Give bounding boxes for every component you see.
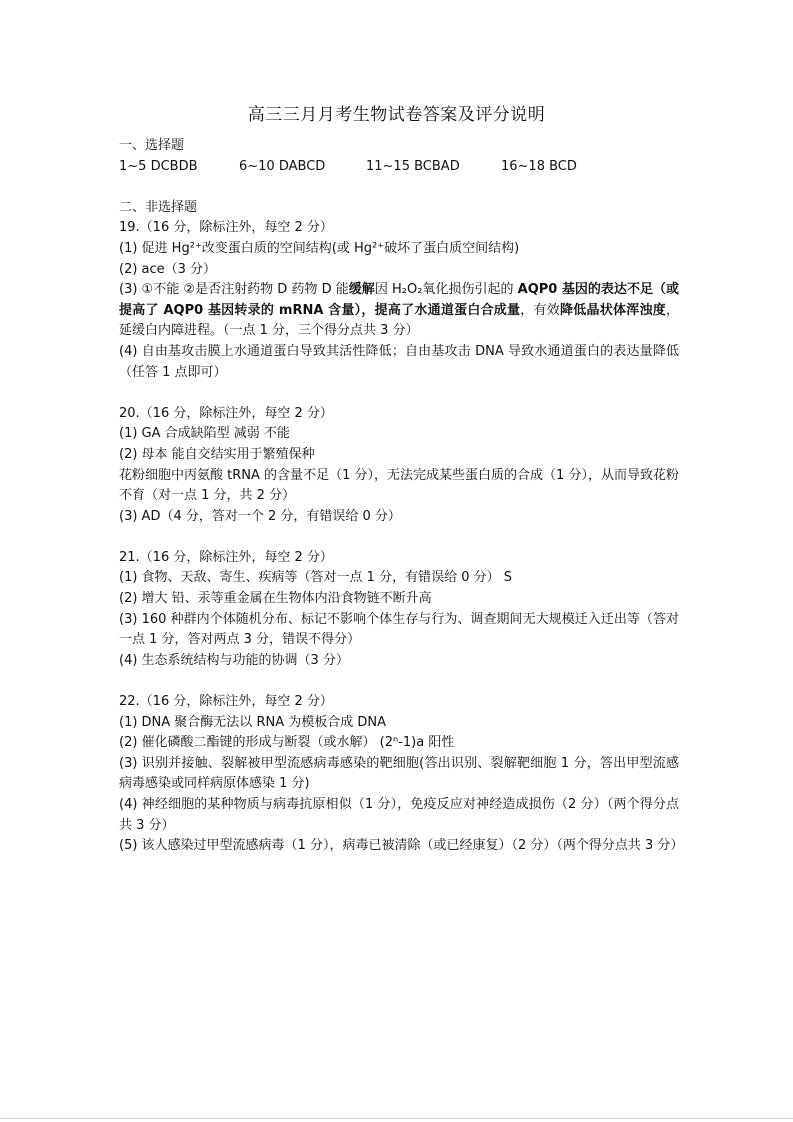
mcq-answers-6-10: 6~10 DABCD	[239, 158, 326, 174]
q22-part5: (5) 该人感染过甲型流感病毒（1 分），病毒已被清除（或已经康复）（2 分）（两个得分点共 3 分）	[119, 838, 684, 854]
q19-part4: (4) 自由基攻击膜上水通道蛋白导致其活性降低；自由基攻击 DNA 导致水通道蛋白的表达量降低（任答 1 点即可）	[119, 343, 679, 380]
q22-part2: (2) 催化磷酸二酯键的形成与断裂（或水解） (2ⁿ-1)a 阳性	[119, 735, 455, 751]
q19-part1: (1) 促进 Hg²⁺改变蛋白质的空间结构(或 Hg²⁺破坏了蛋白质空间结构)	[119, 240, 520, 256]
q19-header: 19.（16 分，除标注外，每空 2 分）	[119, 220, 333, 236]
q22-part1: (1) DNA 聚合酶无法以 RNA 为模板合成 DNA	[119, 714, 386, 730]
q19-part3	[119, 280, 679, 342]
q21-part4: (4) 生态系统结构与功能的协调（3 分）	[119, 652, 349, 668]
mcq-answers-16-18: 16~18 BCD	[501, 158, 577, 174]
q22-part4: (4) 神经细胞的某种物质与病毒抗原相似（1 分），免疫反应对神经造成损伤（2 分）（两个得分点共 3 分）	[119, 797, 679, 833]
q19-part2: (2) ace（3 分）	[119, 261, 217, 277]
mcq-answer-row	[119, 157, 679, 178]
q20-part1: (1) GA 合成缺陷型 减弱 不能	[119, 426, 290, 442]
q19-part3-g: ，延缓白内障进程。（一点 1 分，三个得分点共 3 分）	[119, 302, 679, 339]
q20-part2-explanation: 花粉细胞中丙氨酸 tRNA 的含量不足（1 分），无法完成某些蛋白质的合成（1 分），从而导致花粉不育（对一点 1 分，共 2 分）	[119, 467, 679, 504]
page-bottom-rule	[0, 1118, 793, 1119]
q19-part3-b: 缓解	[348, 282, 375, 298]
q20-part2: (2) 母本 能自交结实用于繁殖保种	[119, 446, 315, 462]
q19-part3-c: 因 H₂O₂氧化损伤引起的	[374, 282, 518, 298]
section-heading-mcq: 一、选择题	[119, 138, 185, 153]
q21-part3: (3) 160 种群内个体随机分布、标记不影响个体生存与行为、调查期间无大规模迁入迁出等（答对一点 1 分，答对两点 3 分，错误不得分）	[119, 611, 679, 648]
q22-part3: (3) 识别并接触、裂解被甲型流感病毒感染的靶细胞(答出识别、裂解靶细胞 1 分，答出甲型流感病毒感染或同样病原体感染 1 分)	[119, 755, 679, 792]
q20-part3: (3) AD（4 分，答对一个 2 分，有错误给 0 分）	[119, 508, 401, 524]
q21-part2: (2) 增大 铅、汞等重金属在生物体内沿食物链不断升高	[119, 591, 432, 607]
q19-part3-d: AQP0 基因的表达不足（或提高了 AQP0 基因转录的 mRNA 含量），提高了水通道蛋白合成量	[119, 282, 679, 318]
section-heading-nonmcq: 二、非选择题	[119, 199, 198, 215]
q21-header: 21.（16 分，除标注外，每空 2 分）	[119, 549, 333, 565]
q19-part3-f: 降低晶状体浑浊度	[560, 302, 666, 318]
q20-header: 20.（16 分，除标注外，每空 2 分）	[119, 405, 333, 421]
q22-header: 22.（16 分，除标注外，每空 2 分）	[119, 694, 333, 710]
mcq-answers-11-15: 11~15 BCBAD	[366, 158, 460, 174]
q21-part1: (1) 食物、天敌、寄生、疾病等（答对一点 1 分，有错误给 0 分） S	[119, 570, 513, 586]
q19-part3-a: (3) ①不能 ②是否注射药物 D 药物 D 能	[119, 282, 349, 298]
document-body	[119, 136, 684, 857]
mcq-answers-1-5: 1~5 DCBDB	[119, 158, 198, 174]
document-title: 高三三月月考生物试卷答案及评分说明	[247, 105, 546, 125]
q19-part3-e: ，有效	[520, 302, 561, 318]
